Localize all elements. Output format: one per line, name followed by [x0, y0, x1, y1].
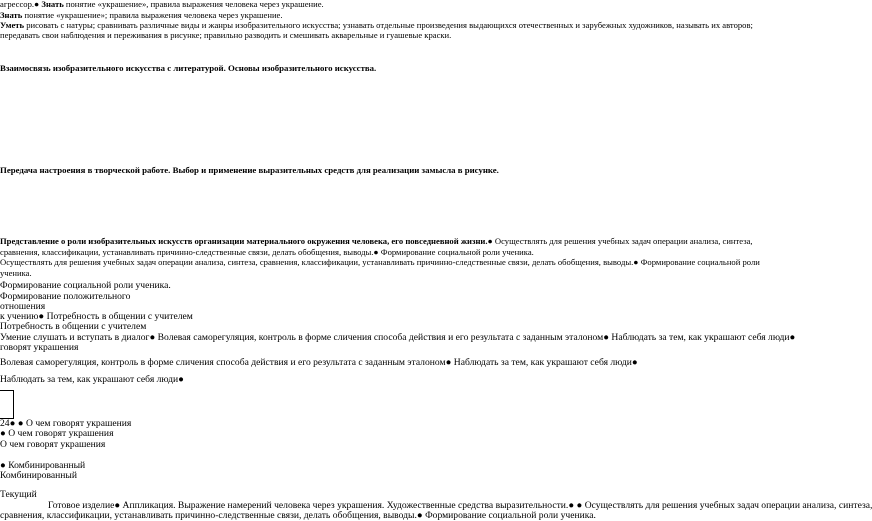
body-line-16: О чем говорят украшения [0, 439, 106, 450]
section-heading-3: Представление о роли изобразительных искусств организации материального окружения человека, его повседневной жизни. [0, 236, 488, 246]
body-line-17: ● Комбинированный [0, 460, 86, 471]
bullet: ● [34, 0, 40, 9]
body-line-15: ● О чем говорят украшения [0, 428, 114, 439]
body-line-21: сравнения, классификации, устанавливать причинно-следственные связи, делать обобщения, выводы.● Формирование социальной роли ученика. [0, 510, 596, 521]
body-line-10: Умение слушать и вступать в диалог● Волевая саморегуляция, контроль в форме сличения способа действия и его результата с заданным эталоном● Наблюдать за тем, как украшают себя люди● [0, 332, 796, 343]
body-line-8: к учению● Потребность в общении с учителем [0, 311, 193, 322]
body-line-12: Волевая саморегуляция, контроль в форме сличения способа действия и его результата с заданным эталоном● Наблюдать за тем, как украшают себя люди● [0, 357, 638, 368]
body-line-3: Осуществлять для решения учебных задач операции анализа, синтеза, сравнения, классификации, устанавливать причинно-следственные связи, делать обобщения, выводы.● Формирование социальной роли [0, 257, 760, 267]
body-line-5: Формирование социальной роли ученика. [0, 280, 171, 291]
intro-line-4: передавать свои наблюдения и переживания в рисунке; правильно разводить и смешивать акварельные и гуашевые краски. [0, 30, 452, 40]
section-heading-3-line: Представление о роли изобразительных искусств организации материального окружения человека, его повседневной жизни.● Осуществлять для решения учебных задач операции анализа, синтеза, [0, 236, 753, 246]
body-line-7: отношения [0, 301, 46, 312]
body-line-9: Потребность в общении с учителем [0, 321, 147, 332]
body-line-11: говорят украшения [0, 342, 79, 353]
body-line-20: Готовое изделие● Аппликация. Выражение намерений человека через украшения. Художественные средства выразительности.● ● Осуществлять для решения учебных задач операции анализа, синтеза, [48, 500, 872, 511]
body-line-14: 24● ● О чем говорят украшения [0, 418, 132, 429]
section-heading-1: Взаимосвязь изобразительного искусства с литературой. Основы изобразительного искусства. [0, 63, 377, 73]
body-line-2: сравнения, классификации, устанавливать причинно-следственные связи, делать обобщения, выводы.● Формирование социальной роли ученика. [0, 247, 534, 257]
body-line-4: ученика. [0, 268, 32, 278]
body-line-13: Наблюдать за тем, как украшают себя люди● [0, 374, 184, 385]
body-line-19: Текущий [0, 489, 37, 500]
intro-line-1: агрессор.● Знать понятие «украшение», правила выражения человека через украшение. [0, 0, 324, 9]
table-cell-border [0, 390, 14, 419]
intro-line-2: Знать понятие «украшение»; правила выражения человека через украшение. [0, 10, 283, 20]
intro-line-3: Уметь рисовать с натуры; сравнивать различные виды и жанры изобразительного искусства; узнавать отдельные произведения выдающихся отечественных и зарубежных художников, называть их авторов; [0, 20, 753, 30]
body-line-6: Формирование положительного [0, 291, 131, 302]
body-line-18: Комбинированный [0, 470, 77, 481]
section-heading-2: Передача настроения в творческой работе. Выбор и применение выразительных средств для реализации замысла в рисунке. [0, 165, 499, 175]
